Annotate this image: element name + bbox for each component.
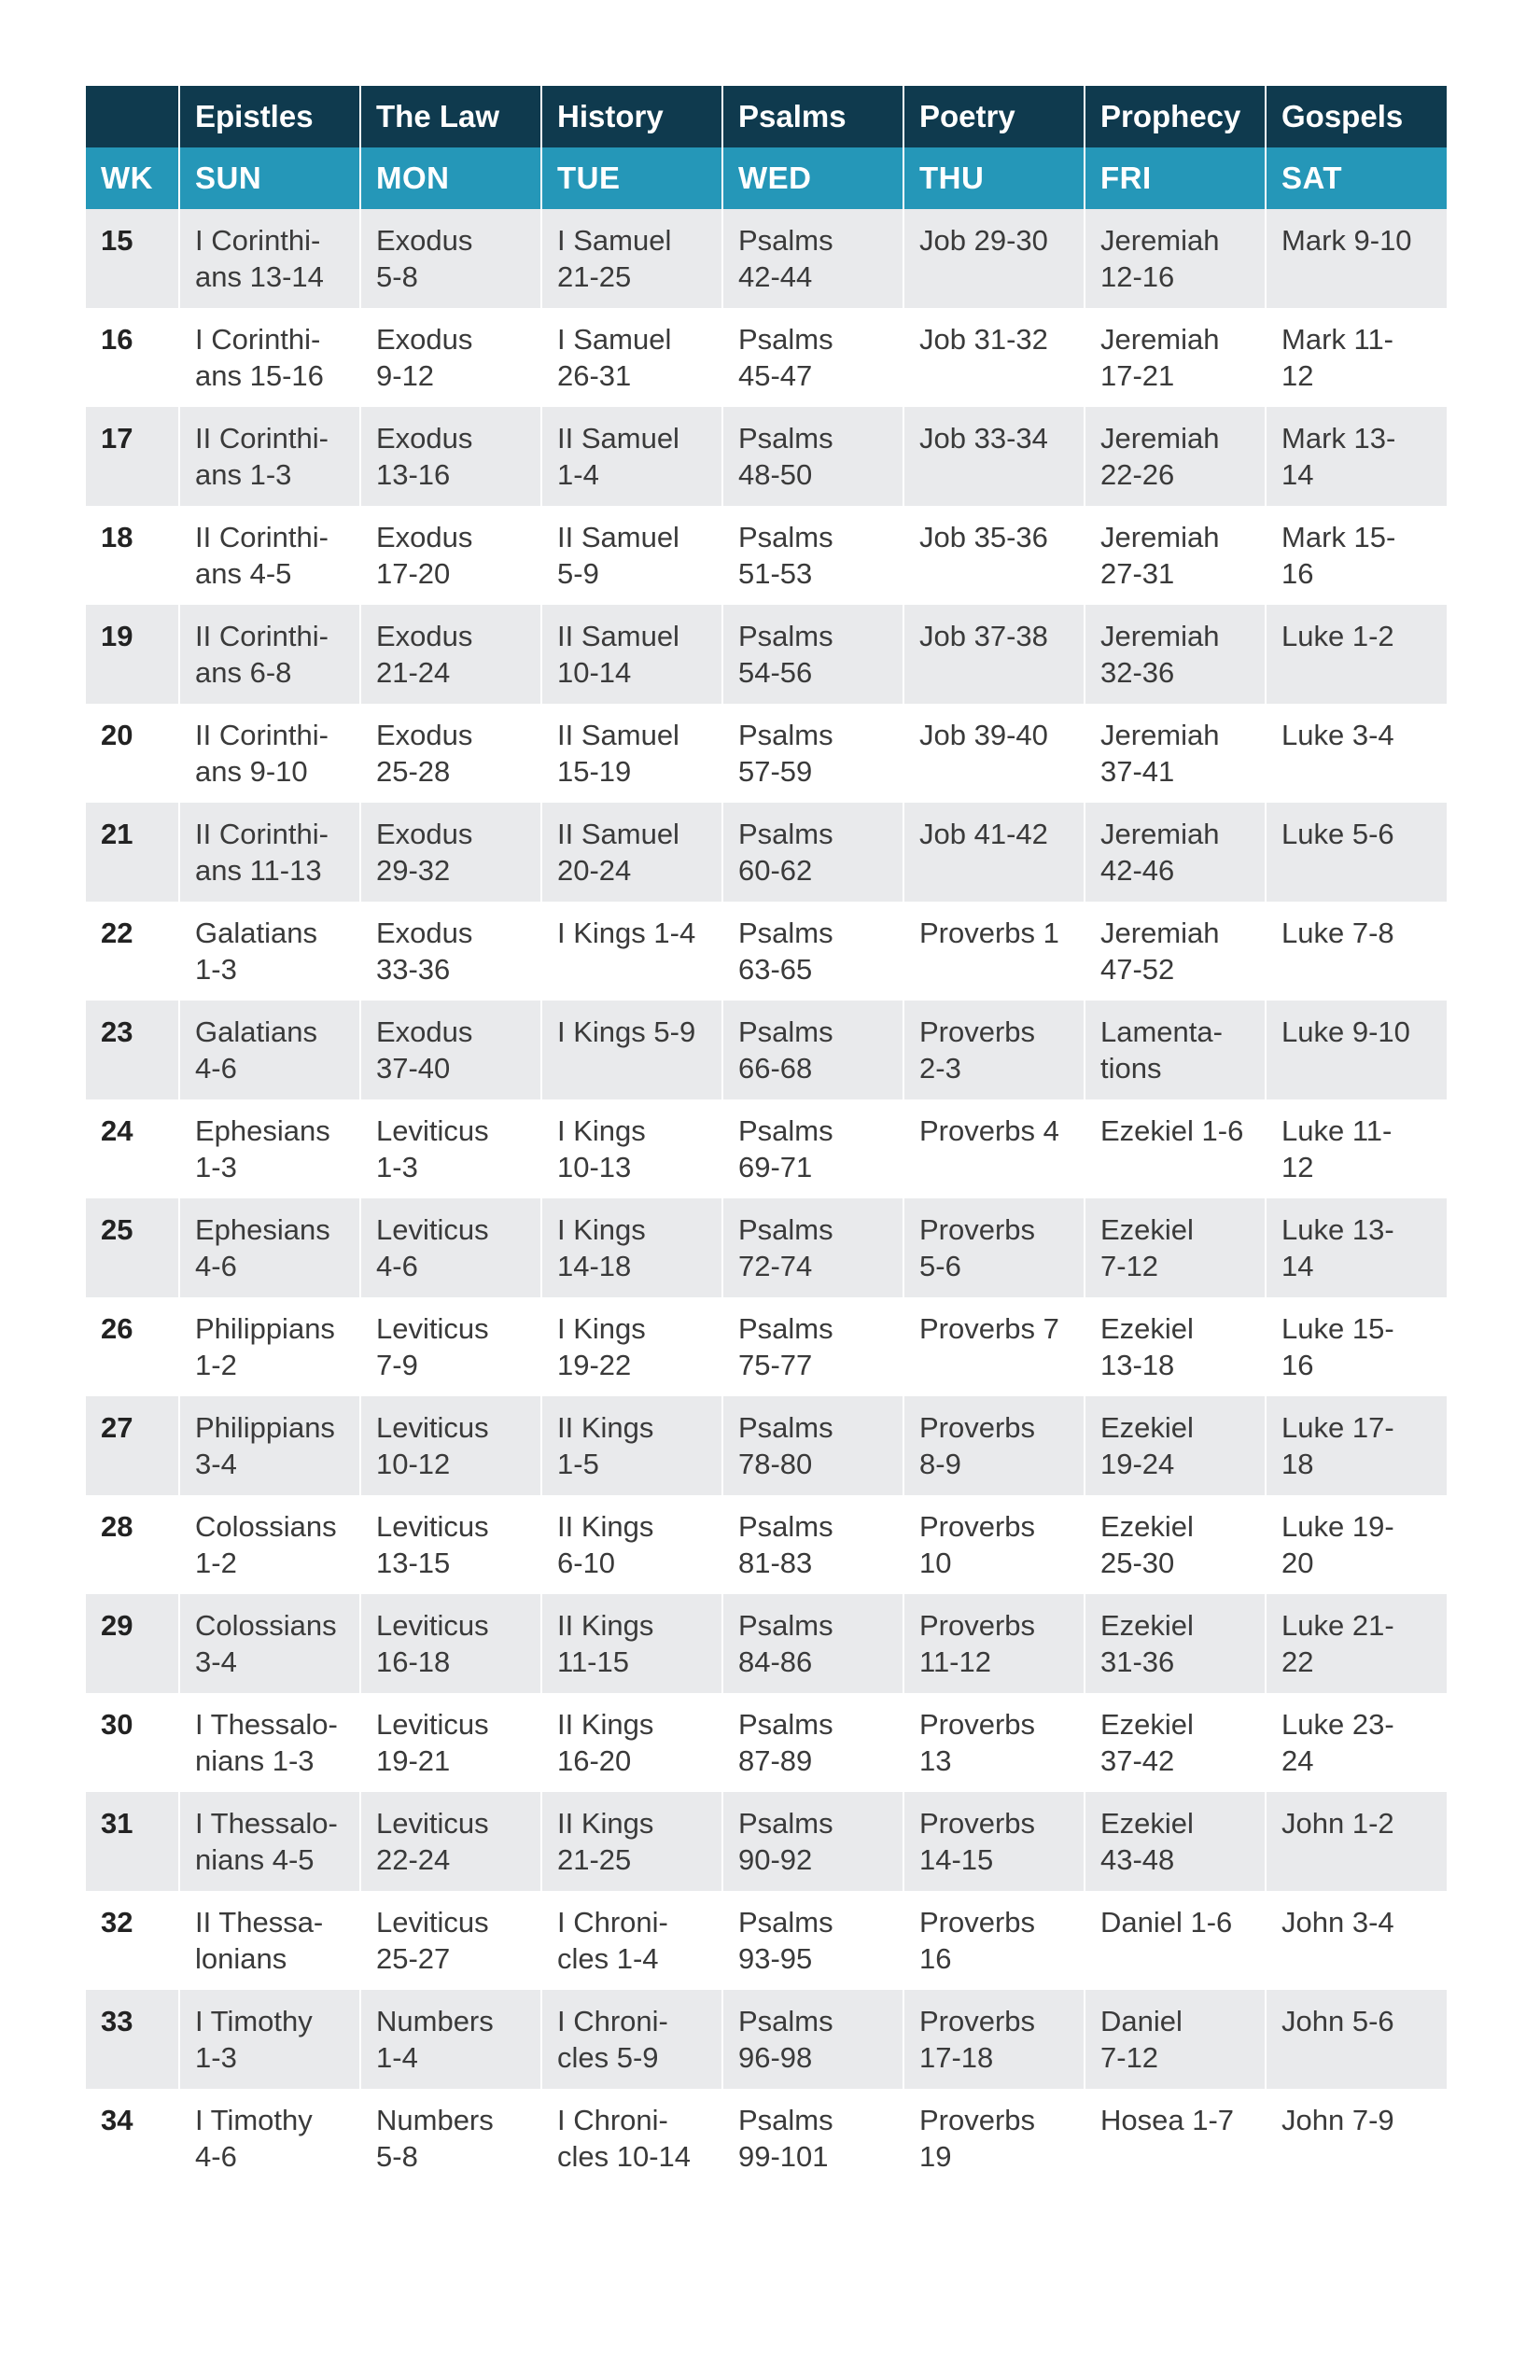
fri-reading-cell: Ezekiel 19-24 [1085,1396,1266,1495]
sat-reading-cell: Luke 23- 24 [1266,1693,1447,1792]
week-number-cell: 25 [86,1198,179,1297]
tue-reading-cell: II Kings 11-15 [541,1594,722,1693]
sat-reading-cell: Luke 15- 16 [1266,1297,1447,1396]
tue-reading-cell: I Kings 5-9 [541,1001,722,1099]
table-row [86,2089,1447,2188]
table-row [86,1693,1447,1792]
tue-reading-cell: II Samuel 20-24 [541,803,722,902]
wed-reading-cell: Psalms 96-98 [722,1990,903,2089]
tue-reading-cell: II Kings 21-25 [541,1792,722,1891]
day-header-fri: FRI [1085,147,1266,209]
thu-reading-cell: Proverbs 7 [903,1297,1085,1396]
sat-reading-cell: Luke 19- 20 [1266,1495,1447,1594]
sat-reading-cell: Luke 5-6 [1266,803,1447,902]
mon-reading-cell: Exodus 5-8 [360,209,541,308]
fri-reading-cell: Lamenta- tions [1085,1001,1266,1099]
table-row [86,1099,1447,1198]
week-number-cell: 29 [86,1594,179,1693]
wed-reading-cell: Psalms 48-50 [722,407,903,506]
fri-reading-cell: Jeremiah 22-26 [1085,407,1266,506]
week-number-cell: 18 [86,506,179,605]
sun-reading-cell: II Corinthi- ans 9-10 [179,704,360,803]
table-row [86,704,1447,803]
week-number-cell: 16 [86,308,179,407]
mon-reading-cell: Numbers 1-4 [360,1990,541,2089]
thu-reading-cell: Job 39-40 [903,704,1085,803]
fri-reading-cell: Jeremiah 17-21 [1085,308,1266,407]
week-number-cell: 26 [86,1297,179,1396]
wed-reading-cell: Psalms 60-62 [722,803,903,902]
sun-reading-cell: I Thessalo- nians 1-3 [179,1693,360,1792]
mon-reading-cell: Leviticus 7-9 [360,1297,541,1396]
week-number-cell: 33 [86,1990,179,2089]
mon-reading-cell: Leviticus 1-3 [360,1099,541,1198]
fri-reading-cell: Ezekiel 1-6 [1085,1099,1266,1198]
fri-reading-cell: Daniel 7-12 [1085,1990,1266,2089]
sat-reading-cell: Luke 11- 12 [1266,1099,1447,1198]
sun-reading-cell: Galatians 1-3 [179,902,360,1001]
sun-reading-cell: I Timothy 4-6 [179,2089,360,2188]
mon-reading-cell: Leviticus 4-6 [360,1198,541,1297]
fri-reading-cell: Jeremiah 47-52 [1085,902,1266,1001]
sun-reading-cell: II Corinthi- ans 4-5 [179,506,360,605]
fri-reading-cell: Jeremiah 32-36 [1085,605,1266,704]
fri-reading-cell: Jeremiah 27-31 [1085,506,1266,605]
thu-reading-cell: Job 31-32 [903,308,1085,407]
sun-reading-cell: II Thessa- lonians [179,1891,360,1990]
sat-reading-cell: Luke 9-10 [1266,1001,1447,1099]
sat-reading-cell: John 3-4 [1266,1891,1447,1990]
mon-reading-cell: Leviticus 16-18 [360,1594,541,1693]
wed-reading-cell: Psalms 90-92 [722,1792,903,1891]
sun-reading-cell: II Corinthi- ans 11-13 [179,803,360,902]
table-row [86,1198,1447,1297]
tue-reading-cell: I Kings 1-4 [541,902,722,1001]
thu-reading-cell: Job 41-42 [903,803,1085,902]
thu-reading-cell: Proverbs 19 [903,2089,1085,2188]
thu-reading-cell: Job 33-34 [903,407,1085,506]
mon-reading-cell: Exodus 29-32 [360,803,541,902]
tue-reading-cell: I Samuel 26-31 [541,308,722,407]
day-header-wk: WK [86,147,179,209]
sat-reading-cell: Luke 21- 22 [1266,1594,1447,1693]
week-number-cell: 30 [86,1693,179,1792]
sat-reading-cell: Luke 13- 14 [1266,1198,1447,1297]
tue-reading-cell: I Kings 19-22 [541,1297,722,1396]
wed-reading-cell: Psalms 81-83 [722,1495,903,1594]
category-header-psalms: Psalms [722,86,903,147]
sun-reading-cell: Ephesians 1-3 [179,1099,360,1198]
wed-reading-cell: Psalms 78-80 [722,1396,903,1495]
week-number-cell: 28 [86,1495,179,1594]
mon-reading-cell: Exodus 13-16 [360,407,541,506]
fri-reading-cell: Ezekiel 31-36 [1085,1594,1266,1693]
category-header-wk [86,86,179,147]
fri-reading-cell: Hosea 1-7 [1085,2089,1266,2188]
day-header-thu: THU [903,147,1085,209]
thu-reading-cell: Proverbs 4 [903,1099,1085,1198]
category-header-poetry: Poetry [903,86,1085,147]
thu-reading-cell: Proverbs 10 [903,1495,1085,1594]
day-header-wed: WED [722,147,903,209]
table-row [86,1001,1447,1099]
sat-reading-cell: Mark 13- 14 [1266,407,1447,506]
sat-reading-cell: Luke 17- 18 [1266,1396,1447,1495]
tue-reading-cell: II Samuel 15-19 [541,704,722,803]
wed-reading-cell: Psalms 45-47 [722,308,903,407]
table-row [86,1297,1447,1396]
table-row [86,308,1447,407]
wed-reading-cell: Psalms 75-77 [722,1297,903,1396]
day-header-tue: TUE [541,147,722,209]
tue-reading-cell: I Chroni- cles 1-4 [541,1891,722,1990]
mon-reading-cell: Numbers 5-8 [360,2089,541,2188]
week-number-cell: 21 [86,803,179,902]
thu-reading-cell: Job 29-30 [903,209,1085,308]
week-number-cell: 32 [86,1891,179,1990]
category-header-gospels: Gospels [1266,86,1447,147]
thu-reading-cell: Proverbs 16 [903,1891,1085,1990]
table-row [86,605,1447,704]
mon-reading-cell: Exodus 17-20 [360,506,541,605]
fri-reading-cell: Ezekiel 37-42 [1085,1693,1266,1792]
day-header-row [86,147,1447,209]
wed-reading-cell: Psalms 63-65 [722,902,903,1001]
table-row [86,506,1447,605]
mon-reading-cell: Exodus 37-40 [360,1001,541,1099]
table-row [86,1990,1447,2089]
week-number-cell: 19 [86,605,179,704]
wed-reading-cell: Psalms 42-44 [722,209,903,308]
fri-reading-cell: Ezekiel 25-30 [1085,1495,1266,1594]
sun-reading-cell: I Corinthi- ans 13-14 [179,209,360,308]
table-row [86,1792,1447,1891]
wed-reading-cell: Psalms 93-95 [722,1891,903,1990]
mon-reading-cell: Leviticus 13-15 [360,1495,541,1594]
sun-reading-cell: Ephesians 4-6 [179,1198,360,1297]
fri-reading-cell: Jeremiah 42-46 [1085,803,1266,902]
fri-reading-cell: Ezekiel 43-48 [1085,1792,1266,1891]
wed-reading-cell: Psalms 99-101 [722,2089,903,2188]
tue-reading-cell: II Kings 6-10 [541,1495,722,1594]
table-row [86,1594,1447,1693]
wed-reading-cell: Psalms 69-71 [722,1099,903,1198]
category-header-epistles: Epistles [179,86,360,147]
thu-reading-cell: Proverbs 14-15 [903,1792,1085,1891]
tue-reading-cell: I Samuel 21-25 [541,209,722,308]
mon-reading-cell: Leviticus 25-27 [360,1891,541,1990]
day-header-sat: SAT [1266,147,1447,209]
tue-reading-cell: II Kings 1-5 [541,1396,722,1495]
table-row [86,209,1447,308]
sun-reading-cell: II Corinthi- ans 1-3 [179,407,360,506]
sun-reading-cell: II Corinthi- ans 6-8 [179,605,360,704]
category-header-prophecy: Prophecy [1085,86,1266,147]
table-row [86,1891,1447,1990]
sat-reading-cell: Mark 9-10 [1266,209,1447,308]
table-row [86,803,1447,902]
sun-reading-cell: Philippians 3-4 [179,1396,360,1495]
category-header-history: History [541,86,722,147]
sat-reading-cell: John 1-2 [1266,1792,1447,1891]
thu-reading-cell: Job 35-36 [903,506,1085,605]
week-number-cell: 27 [86,1396,179,1495]
week-number-cell: 34 [86,2089,179,2188]
category-header-the-law: The Law [360,86,541,147]
mon-reading-cell: Leviticus 19-21 [360,1693,541,1792]
thu-reading-cell: Proverbs 1 [903,902,1085,1001]
tue-reading-cell: II Samuel 10-14 [541,605,722,704]
fri-reading-cell: Jeremiah 37-41 [1085,704,1266,803]
thu-reading-cell: Proverbs 13 [903,1693,1085,1792]
wed-reading-cell: Psalms 87-89 [722,1693,903,1792]
wed-reading-cell: Psalms 54-56 [722,605,903,704]
thu-reading-cell: Proverbs 17-18 [903,1990,1085,2089]
tue-reading-cell: II Kings 16-20 [541,1693,722,1792]
sun-reading-cell: Colossians 1-2 [179,1495,360,1594]
thu-reading-cell: Proverbs 2-3 [903,1001,1085,1099]
sun-reading-cell: Colossians 3-4 [179,1594,360,1693]
mon-reading-cell: Exodus 25-28 [360,704,541,803]
week-number-cell: 22 [86,902,179,1001]
thu-reading-cell: Job 37-38 [903,605,1085,704]
reading-plan-table [86,86,1447,2188]
tue-reading-cell: I Kings 14-18 [541,1198,722,1297]
thu-reading-cell: Proverbs 5-6 [903,1198,1085,1297]
wed-reading-cell: Psalms 57-59 [722,704,903,803]
week-number-cell: 17 [86,407,179,506]
tue-reading-cell: II Samuel 1-4 [541,407,722,506]
wed-reading-cell: Psalms 51-53 [722,506,903,605]
day-header-mon: MON [360,147,541,209]
wed-reading-cell: Psalms 66-68 [722,1001,903,1099]
table-row [86,1495,1447,1594]
mon-reading-cell: Leviticus 22-24 [360,1792,541,1891]
week-number-cell: 24 [86,1099,179,1198]
sat-reading-cell: Luke 1-2 [1266,605,1447,704]
sun-reading-cell: I Corinthi- ans 15-16 [179,308,360,407]
table-body [86,209,1447,2188]
mon-reading-cell: Leviticus 10-12 [360,1396,541,1495]
fri-reading-cell: Ezekiel 13-18 [1085,1297,1266,1396]
sun-reading-cell: I Thessalo- nians 4-5 [179,1792,360,1891]
wed-reading-cell: Psalms 72-74 [722,1198,903,1297]
sun-reading-cell: Philippians 1-2 [179,1297,360,1396]
sun-reading-cell: Galatians 4-6 [179,1001,360,1099]
tue-reading-cell: II Samuel 5-9 [541,506,722,605]
mon-reading-cell: Exodus 33-36 [360,902,541,1001]
table-row [86,1396,1447,1495]
sat-reading-cell: Luke 7-8 [1266,902,1447,1001]
day-header-sun: SUN [179,147,360,209]
tue-reading-cell: I Chroni- cles 5-9 [541,1990,722,2089]
fri-reading-cell: Ezekiel 7-12 [1085,1198,1266,1297]
week-number-cell: 23 [86,1001,179,1099]
table-header [86,86,1447,209]
sat-reading-cell: John 7-9 [1266,2089,1447,2188]
week-number-cell: 20 [86,704,179,803]
wed-reading-cell: Psalms 84-86 [722,1594,903,1693]
sat-reading-cell: Mark 15- 16 [1266,506,1447,605]
sat-reading-cell: Mark 11- 12 [1266,308,1447,407]
table-row [86,902,1447,1001]
category-header-row [86,86,1447,147]
mon-reading-cell: Exodus 9-12 [360,308,541,407]
sun-reading-cell: I Timothy 1-3 [179,1990,360,2089]
tue-reading-cell: I Chroni- cles 10-14 [541,2089,722,2188]
sat-reading-cell: John 5-6 [1266,1990,1447,2089]
fri-reading-cell: Daniel 1-6 [1085,1891,1266,1990]
thu-reading-cell: Proverbs 11-12 [903,1594,1085,1693]
mon-reading-cell: Exodus 21-24 [360,605,541,704]
week-number-cell: 31 [86,1792,179,1891]
sat-reading-cell: Luke 3-4 [1266,704,1447,803]
thu-reading-cell: Proverbs 8-9 [903,1396,1085,1495]
week-number-cell: 15 [86,209,179,308]
tue-reading-cell: I Kings 10-13 [541,1099,722,1198]
fri-reading-cell: Jeremiah 12-16 [1085,209,1266,308]
table-row [86,407,1447,506]
